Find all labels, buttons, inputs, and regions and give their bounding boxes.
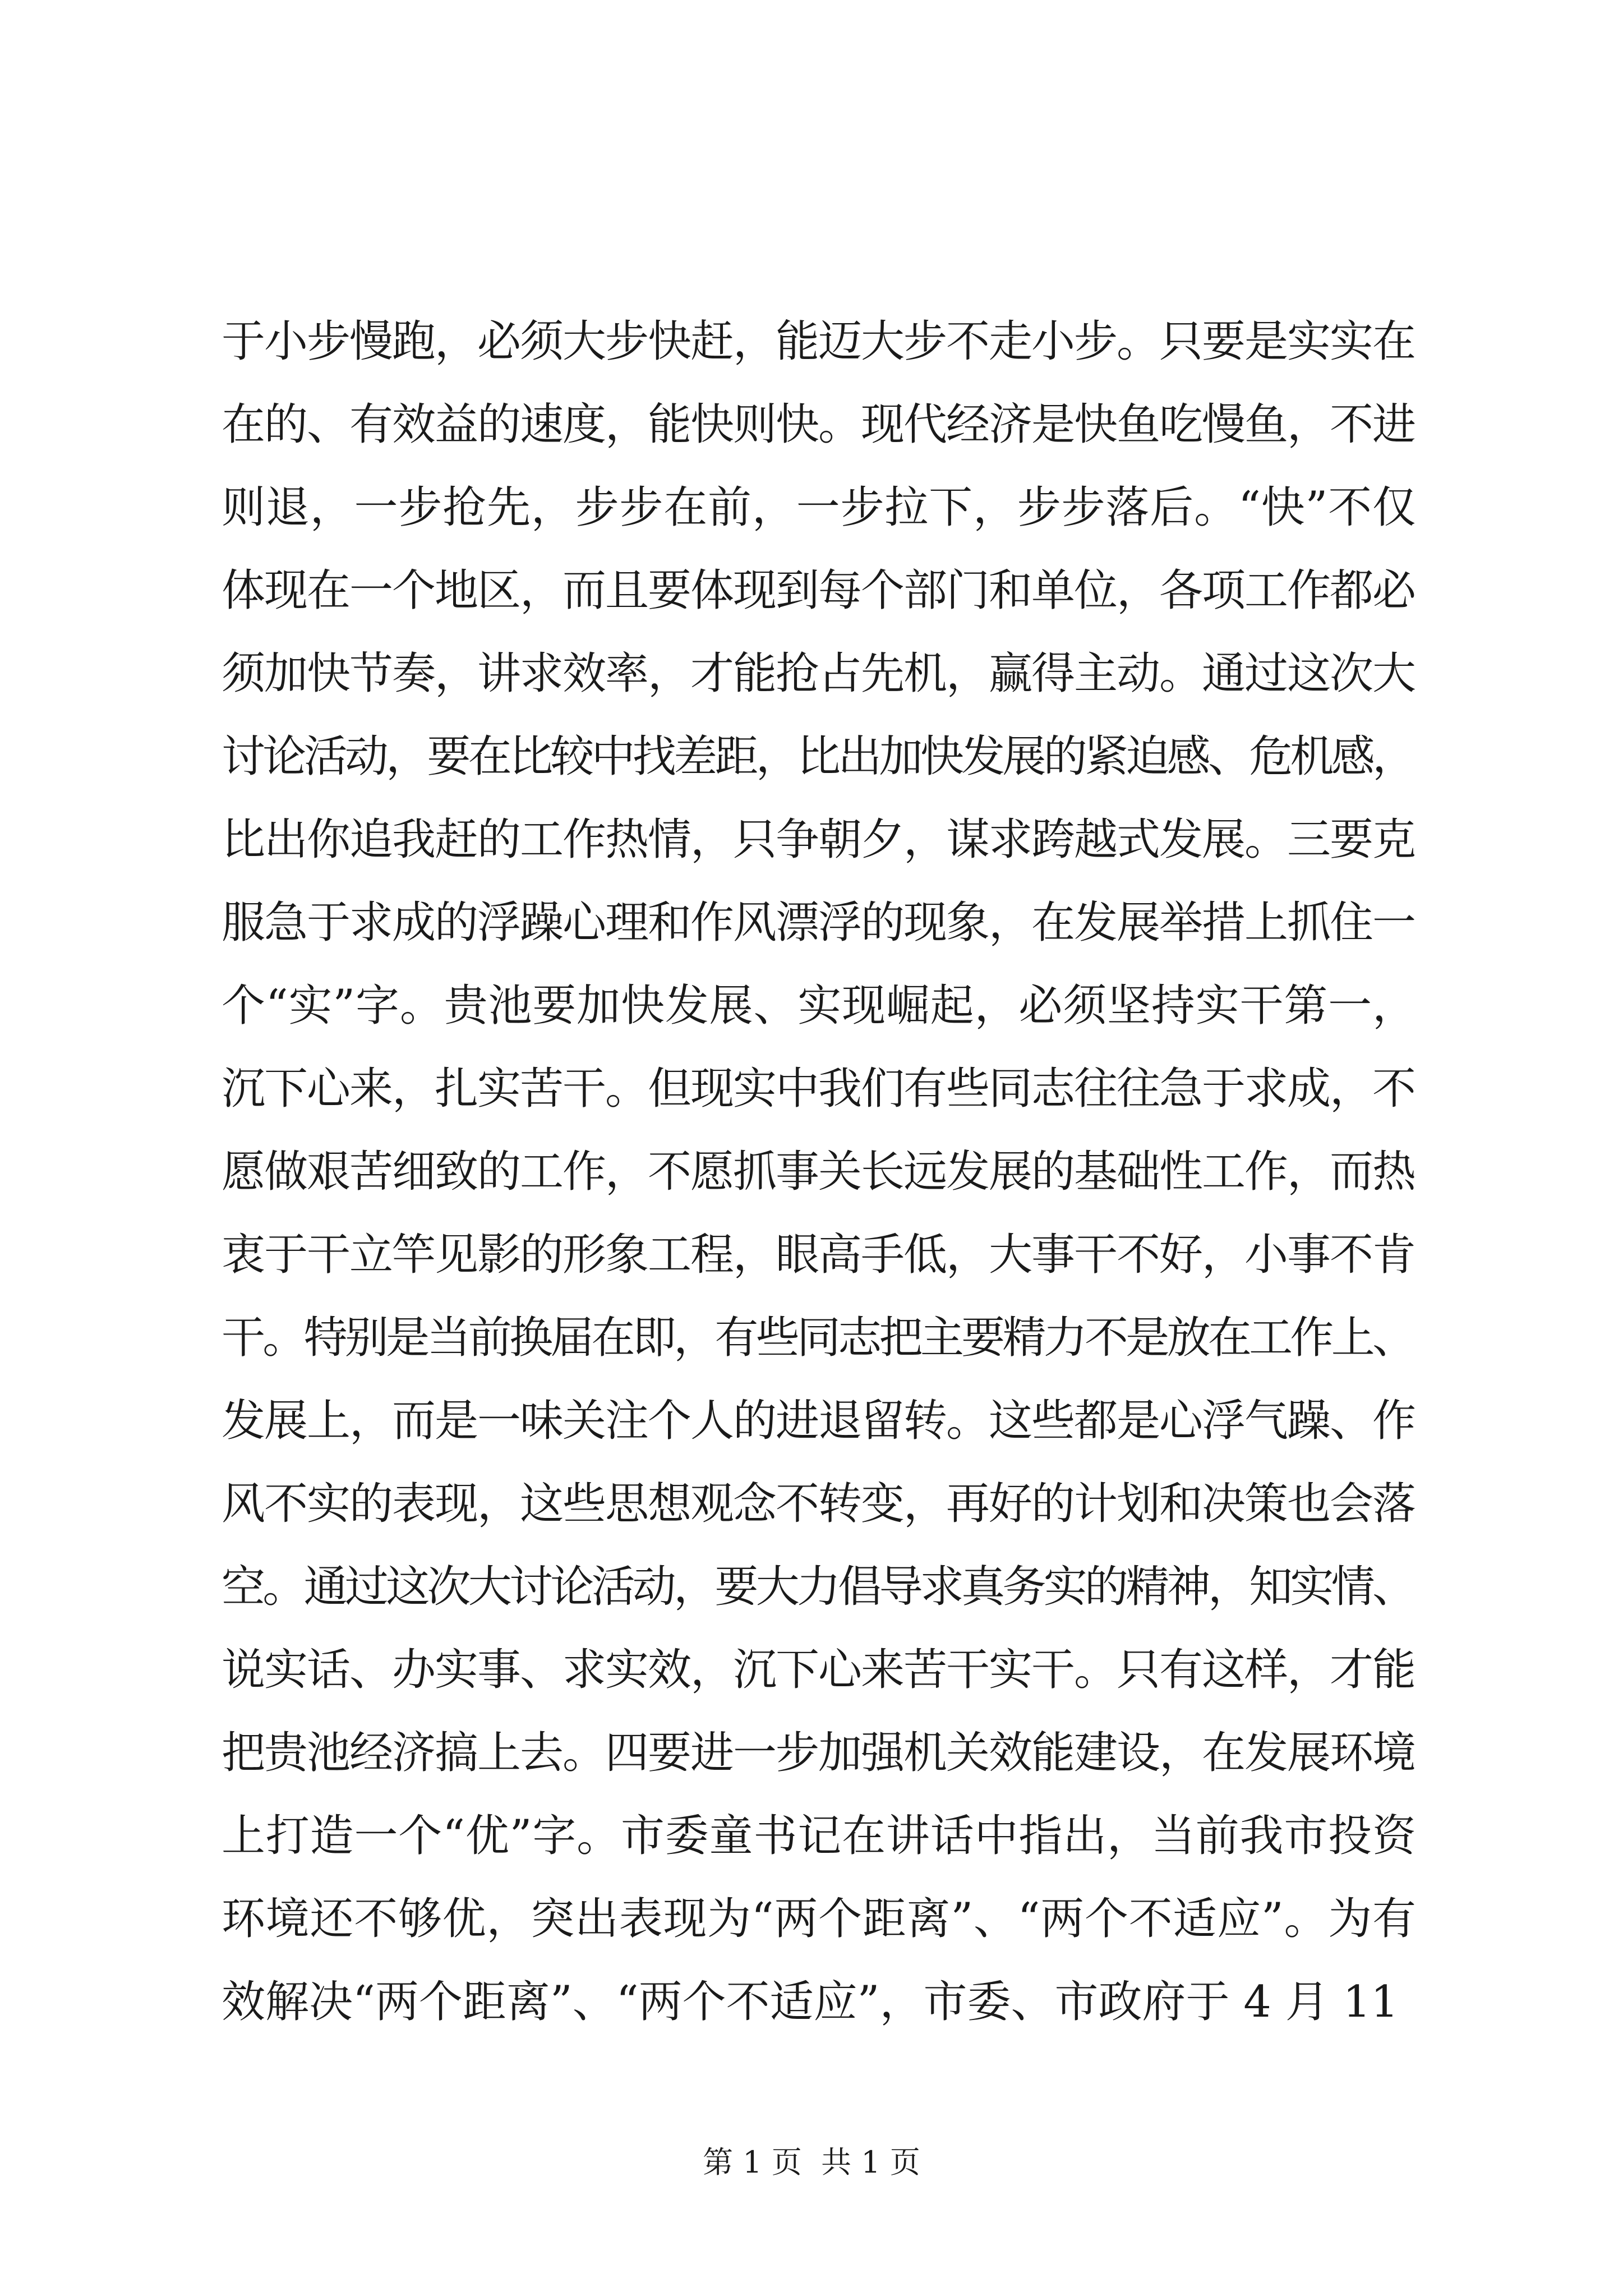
text-line: 愿做艰苦细致的工作，不愿抓事关长远发展的基础性工作，而热: [222, 1147, 1415, 1197]
text-line: 于小步慢跑，必须大步快赶，能迈大步不走小步。只要是实实在: [222, 316, 1415, 367]
text-line: 发展上，而是一味关注个人的进退留转。这些都是心浮气躁、作: [222, 1396, 1415, 1446]
text-line: 比出你追我赶的工作热情，只争朝夕，谋求跨越式发展。三要克: [222, 815, 1415, 865]
text-line: 风不实的表现，这些思想观念不转变，再好的计划和决策也会落: [222, 1479, 1415, 1529]
text-line: 讨论活动，要在比较中找差距，比出加快发展的紧迫感、危机感，: [222, 731, 1414, 782]
text-line: 环境还不够优，突出表现为“两个距离”、“两个不适应”。为有: [222, 1894, 1416, 1944]
text-line: 体现在一个地区，而且要体现到每个部门和单位，各项工作都必: [222, 565, 1415, 616]
text-line: 沉下心来，扎实苦干。但现实中我们有些同志往往急于求成，不: [222, 1064, 1415, 1114]
text-line: 则退，一步抢先，步步在前，一步拉下，步步落后。“快”不仅: [222, 482, 1416, 533]
text-line: 衷于干立竿见影的形象工程，眼高手低，大事干不好，小事不肯: [222, 1230, 1415, 1280]
text-line: 干。特别是当前换届在即，有些同志把主要精力不是放在工作上、: [222, 1313, 1414, 1363]
body-paragraph: [222, 300, 1416, 2044]
text-line: 把贵池经济搞上去。四要进一步加强机关效能建设，在发展环境: [222, 1728, 1415, 1778]
page-footer: [0, 2143, 1623, 2182]
text-line: 须加快节奏，讲求效率，才能抢占先机，赢得主动。通过这次大: [222, 648, 1415, 699]
text-line: 效解决“两个距离”、“两个不适应”，市委、市政府于 4 月 11: [222, 1977, 1399, 2027]
text-line: 个“实”字。贵池要加快发展、实现崛起，必须坚持实干第一，: [222, 981, 1416, 1031]
text-line: 上打造一个“优”字。市委童书记在讲话中指出，当前我市投资: [222, 1811, 1416, 1861]
text-line: 说实话、办实事、求实效，沉下心来苦干实干。只有这样，才能: [222, 1645, 1415, 1695]
text-line: 在的、有效益的速度，能快则快。现代经济是快鱼吃慢鱼，不进: [222, 399, 1415, 450]
text-line: 空。通过这次大讨论活动，要大力倡导求真务实的精神，知实情、: [222, 1562, 1414, 1612]
page-number-label: 第 1 页 共 1 页: [703, 2145, 920, 2180]
text-line: 服急于求成的浮躁心理和作风漂浮的现象，在发展举措上抓住一: [222, 898, 1415, 948]
